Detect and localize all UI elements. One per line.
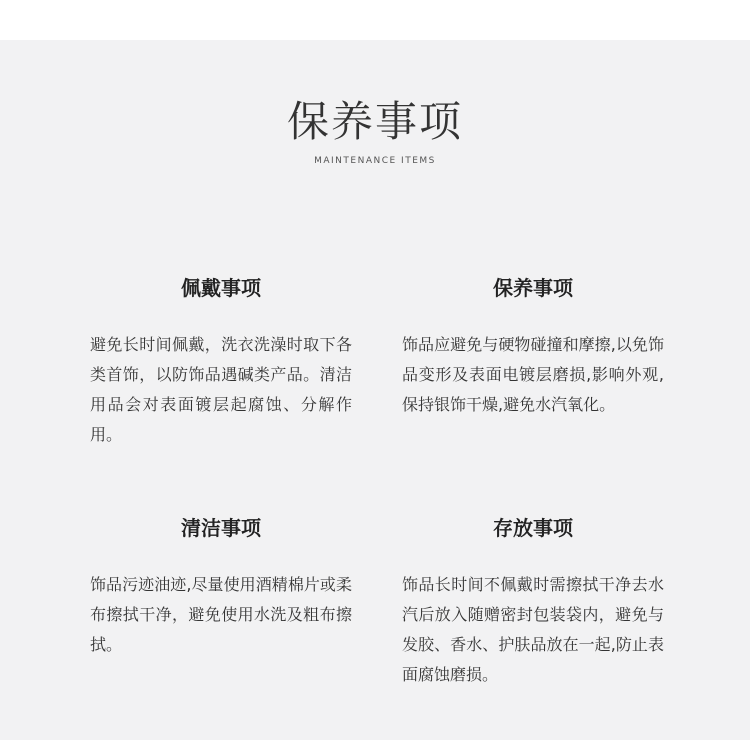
section-heading-care: 保养事项 [493, 276, 573, 300]
page-title: 保养事项 [286, 97, 463, 146]
section-care [402, 274, 664, 420]
section-cleaning [90, 514, 352, 660]
section-heading-wearing: 佩戴事项 [181, 276, 261, 300]
section-heading-storage: 存放事项 [493, 516, 573, 540]
section-storage [402, 514, 664, 690]
page-subtitle: MAINTENANCE ITEMS [314, 156, 436, 166]
section-body-cleaning: 饰品污迹油迹,尽量使用酒精棉片或柔布擦拭干净，避免使用水洗及粗布擦拭。 [90, 575, 352, 654]
top-band [0, 0, 750, 40]
section-body-storage: 饰品长时间不佩戴时需擦拭干净去水汽后放入随赠密封包装袋内，避免与发胶、香水、护肤品放在一起,防止表面腐蚀磨损。 [402, 575, 664, 684]
section-heading-cleaning: 清洁事项 [181, 516, 261, 540]
section-body-care: 饰品应避免与硬物碰撞和摩擦,以免饰品变形及表面电镀层磨损,影响外观,保持银饰干燥,避免水汽氧化。 [402, 335, 664, 414]
section-wearing [90, 274, 352, 450]
section-body-wearing: 避免长时间佩戴，洗衣洗澡时取下各类首饰，以防饰品遇碱类产品。清洁用品会对表面镀层起腐蚀、分解作用。 [90, 335, 352, 444]
